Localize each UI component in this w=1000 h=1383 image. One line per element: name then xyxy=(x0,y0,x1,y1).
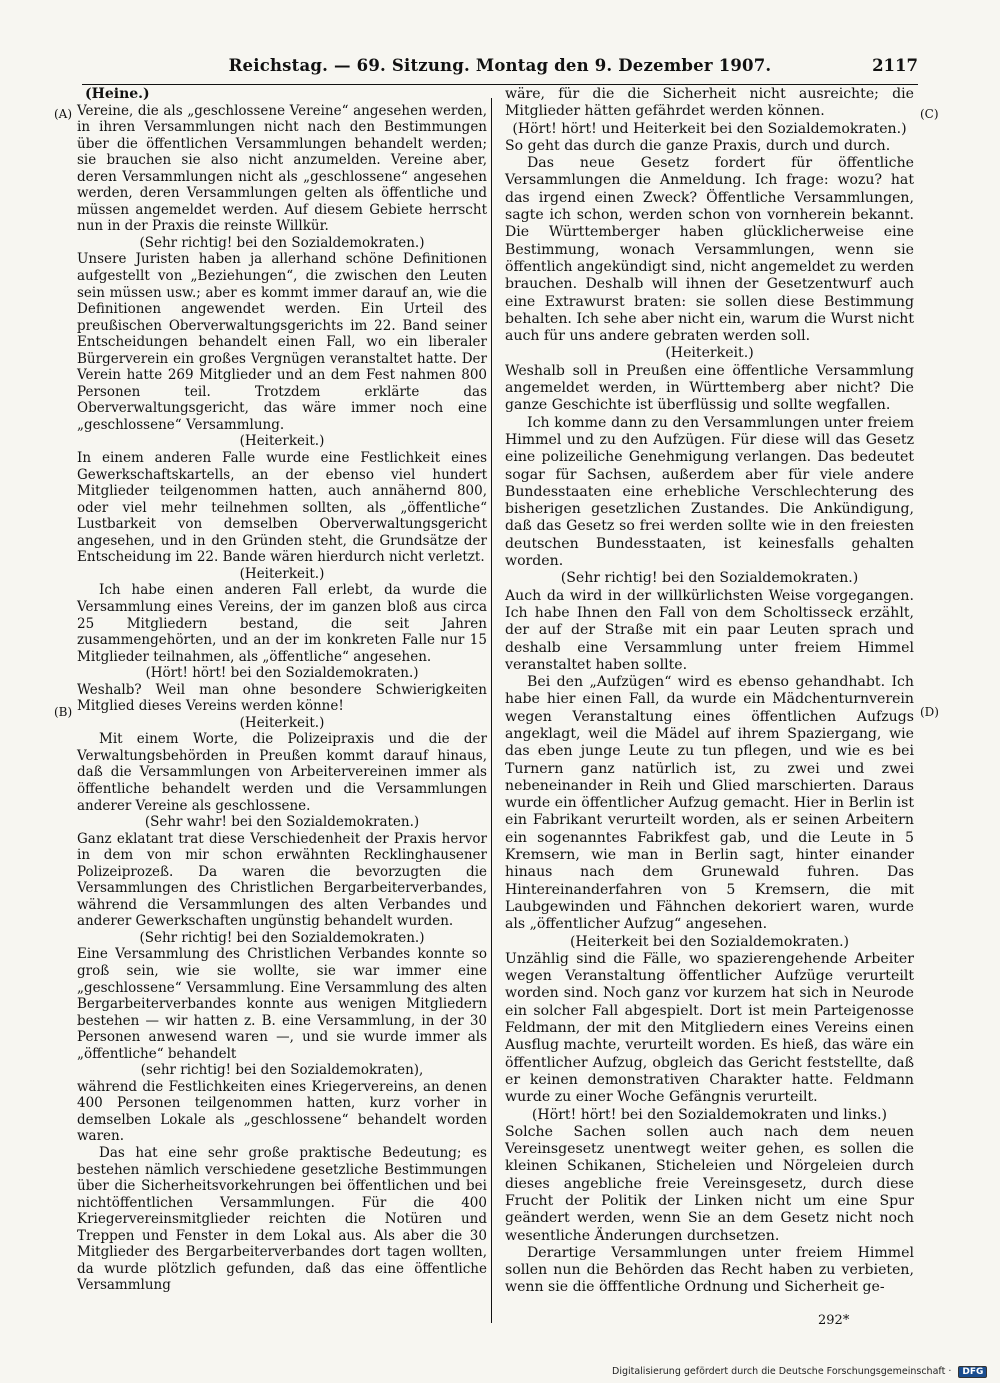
page-number: 2117 xyxy=(872,56,918,75)
speaker-name: (Heine.) xyxy=(85,86,150,102)
paragraph: Eine Versammlung des Christlichen Verbandes konnte so groß sein, wie sie wollte, sie war immer eine „geschlossene“ Versammlung. Eine Versammlung des alten Bergarbeiterverbandes konnte aus wenigen Mitgliedern bestehen — wir hatten z. B. eine Versammlung, in der 30 Personen anwesend waren —, und sie wurde immer als „öffentliche“ behandelt xyxy=(77,946,487,1062)
paragraph: Bei den „Aufzügen“ wird es ebenso gehandhabt. Ich habe hier einen Fall, da wurde ein Mädchenturnverein wegen Veranstaltung eines öffentlichen Aufzugs angeklagt, weil die Mädel auf ihrem Spaziergang, wie das eben junge Leute zu tun pflegen, und wie es bei Turnern ganz natürlich ist, zu zwei und zwei nebeneinander in Reih und Glied marschierten. Daraus wurde ein öffentlicher Aufzug gemacht. Hier in Berlin ist ein Fabrikant verurteilt worden, als er seinen Arbeitern ein sogenanntes Fabrikfest gab, und die Leute in 5 Kremsern, wie man in Berlin sagt, hinter einander hinaus nach dem Grunewald fuhren. Das Hintereinanderfahren von 5 Kremsern, die mit Laubgewinden und Fähnchen dekoriert waren, wurde als „öffentlicher Aufzug“ angesehen. xyxy=(505,674,914,933)
interjection: (Heiterkeit.) xyxy=(665,345,754,362)
paragraph: während die Festlichkeiten eines Kriegervereins, an denen 400 Personen teilgenommen hatten, kurz vorher in demselben Lokale als „geschlossene“ behandelt worden waren. xyxy=(77,1078,487,1145)
margin-label-c: (C) xyxy=(920,107,939,121)
interjection: (Sehr richtig! bei den Sozialdemokraten.) xyxy=(139,929,425,946)
interjection: (Heiterkeit.) xyxy=(239,714,325,731)
interjection: (Heiterkeit bei den Sozialdemokraten.) xyxy=(569,933,850,950)
margin-label-a: (A) xyxy=(54,107,73,121)
paragraph: Solche Sachen sollen auch nach dem neuen Vereinsgesetz unentwegt weiter gehen, es sollen die kleinen Schikanen, Sticheleien und Nörgeleien durch dieses angebliche freie Vereinsgesetz, durch diese Frucht der Politik der Linken nicht um eine Spur geändert werden, wenn Sie an dem Gesetz nicht noch wesentliche Änderungen durchsetzen. xyxy=(505,1123,914,1244)
dfg-logo: DFG xyxy=(958,1366,987,1378)
interjection: (Hört! hört! und Heiterkeit bei den Sozialdemokraten.) xyxy=(512,120,907,137)
paragraph: Auch da wird in der willkürlichsten Weise vorgegangen. Ich habe Ihnen den Fall von dem Scholtisseck erzählt, der auf der Straße mit ein paar Leuten sprach und deshalb eine Versammlung unter freiem Himmel veranstaltet haben sollte. xyxy=(505,587,914,673)
interjection: (Hört! hört! bei den Sozialdemokraten.) xyxy=(145,665,419,682)
paragraph: Das hat eine sehr große praktische Bedeutung; es bestehen nämlich verschiedene gesetzliche Bestimmungen über die Sicherheitsvorkehrungen bei öffentlichen und bei nichtöffentlichen Versammlungen. Für die 400 Kriegervereinsmitglieder reichten die Notüren und Treppen und Fenster in dem Lokal aus. Als aber die 30 Mitglieder des Bergarbeiterverbandes dort tagen wollten, da wurde plötzlich gefunden, daß das eine öffentliche Versammlung xyxy=(77,1145,487,1294)
paragraph: Derartige Versammlungen unter freiem Himmel sollen nun die Behörden das Recht haben zu verbieten, wenn sie die öfffentliche Ordnung und Sicherheit ge- xyxy=(505,1244,914,1296)
paragraph: Unzählig sind die Fälle, wo spazierengehende Arbeiter wegen Veranstaltung öffentlicher Aufzüge verurteilt worden sind. Noch ganz vor kurzem hat sich in Neurode ein solcher Fall abgespielt. Dort ist mein Parteigenosse Feldmann, der mit den Mitgliedern eines Vereins einen Ausflug machte, verurteilt worden. Es hieß, das wäre ein öffentlicher Aufzug, obgleich das Gericht feststellte, daß er keinen demonstrativen Charakter hatte. Feldmann wurde zu einer Woche Gefängnis verurteilt. xyxy=(505,950,914,1106)
paragraph: In einem anderen Falle wurde eine Festlichkeit eines Gewerkschaftskartells, an der ebenso viel hundert Mitglieder teilgenommen hatten, auch annähernd 800, oder viel mehr teilnehmen sollten, als „öffentliche“ Lustbarkeit von demselben Oberverwaltungsgericht angesehen, und in den Gründen steht, die Grundsätze der Entscheidung im 22. Bande wären hierdurch nicht verletzt. xyxy=(77,450,487,566)
interjection: (Sehr wahr! bei den Sozialdemokraten.) xyxy=(144,814,420,831)
paragraph: Mit einem Worte, die Polizeipraxis und die der Verwaltungsbehörden in Preußen kommt darauf hinaus, daß die Versammlungen von Arbeitervereinen immer als öffentliche behandelt werden und die Versammlungen anderer Vereine als geschlossene. xyxy=(77,731,487,814)
paragraph: Weshalb soll in Preußen eine öffentliche Versammlung angemeldet werden, in Württemberg aber nicht? Die ganze Geschichte ist überflüssig und sollte wegfallen. xyxy=(505,362,914,414)
paragraph: Vereine, die als „geschlossene Vereine“ angesehen werden, in ihren Versammlungen nicht nach den Bestimmungen über die öffentlichen Versammlungen behandelt werden; sie brauchen sie also nicht anzumelden. Vereine aber, deren Versammlungen nicht als „geschlossene“ angesehen werden, deren Versammlungen gelten als öffentliche und müssen angemeldet werden. Auf diesem Gebiete herrscht nun in der Praxis die reinste Willkür. xyxy=(77,102,487,235)
paragraph: Ganz eklatant trat diese Verschiedenheit der Praxis hervor in dem von mir schon erwähnten Recklinghausener Polizeiprozeß. Da waren die bevorzugten die Versammlungen des Christlichen Bergarbeiterverbandes, während die Versammlungen des alten Verbandes und anderer Gewerkschaften ungünstig behandelt wurden. xyxy=(77,830,487,930)
interjection: (Sehr richtig! bei den Sozialdemokraten.) xyxy=(139,234,425,251)
signature-mark: 292* xyxy=(818,1313,850,1328)
paragraph: wäre, für die die Sicherheit nicht ausreichte; die Mitglieder hätten gefährdet werden können. xyxy=(505,86,914,120)
header-rule xyxy=(82,84,918,85)
paragraph: Ich komme dann zu den Versammlungen unter freiem Himmel und zu den Aufzügen. Für diese will das Gesetz eine polizeiliche Genehmigung verlangen. Das bedeutet sogar für Sachsen, außerdem aber für viele andere Bundesstaaten eine erhebliche Verschlechterung des bisherigen gesetzlichen Zustandes. Die Ankündigung, daß das Gesetz so frei werden sollte wie in den freiesten deutschen Bundesstaaten, ist keinesfalls gehalten worden. xyxy=(505,414,914,570)
interjection: (Sehr richtig! bei den Sozialdemokraten.) xyxy=(560,570,859,587)
interjection: (sehr richtig! bei den Sozialdemokraten), xyxy=(140,1062,424,1079)
paragraph: Ich habe einen anderen Fall erlebt, da wurde die Versammlung eines Vereins, der im ganzen bloß aus circa 25 Mitgliedern bestand, die seit Jahren zusammengehörten, und an der im konkreten Falle nur 15 Mitglieder teilnahmen, als „öffentliche“ angesehen. xyxy=(77,582,487,665)
interjection: (Hört! hört! bei den Sozialdemokraten und links.) xyxy=(531,1106,888,1123)
paragraph: Das neue Gesetz fordert für öffentliche Versammlungen die Anmeldung. Ich frage: wozu? hat das irgend einen Zweck? Öffentliche Versammlungen, sagte ich schon, werden schon von vornherein bekannt. Die Württemberger haben glücklicherweise eine Bestimmung, wonach Versammlungen, wenn sie öffentlich angekündigt sind, nicht angemeldet zu werden brauchen. Deshalb will ihnen der Gesetzentwurf auch eine Extrawurst braten: sie sollen diese Bestimmung behalten. Ich sehe aber nicht ein, warum die Wurst nicht auch für uns andere gebraten werden soll. xyxy=(505,155,914,345)
digitization-footer xyxy=(612,1366,987,1378)
margin-label-b: (B) xyxy=(54,705,73,719)
footer-text: Digitalisierung gefördert durch die Deutsche Forschungsgemeinschaft · xyxy=(612,1366,952,1377)
left-column xyxy=(77,86,487,1294)
paragraph: Unsere Juristen haben ja allerhand schöne Definitionen aufgestellt von „Beziehungen“, die zwischen den Leuten sein müssen usw.; aber es kommt immer darauf an, wie die Definitionen angewendet werden. Ein Urteil des preußischen Oberverwaltungsgerichts im 22. Band seiner Entscheidungen behandelt einen Fall, wo ein liberaler Bürgerverein ein großes Vergnügen veranstaltet hatte. Der Verein hatte 269 Mitglieder und an dem Fest nahmen 800 Personen teil. Trotzdem erklärte das Oberverwaltungsgericht, das wäre immer noch eine „geschlossene“ Versammlung. xyxy=(77,251,487,433)
interjection: (Heiterkeit.) xyxy=(239,433,325,450)
column-divider xyxy=(491,98,492,1323)
running-header xyxy=(82,56,918,80)
right-column xyxy=(505,86,914,1297)
paragraph: So geht das durch die ganze Praxis, durch und durch. xyxy=(505,137,891,154)
interjection: (Heiterkeit.) xyxy=(239,565,325,582)
margin-label-d: (D) xyxy=(920,705,939,719)
header-title: Reichstag. — 69. Sitzung. Montag den 9. Dezember 1907. xyxy=(228,56,772,75)
paragraph: Weshalb? Weil man ohne besondere Schwierigkeiten Mitglied dieses Vereins werden könne! xyxy=(77,681,487,715)
